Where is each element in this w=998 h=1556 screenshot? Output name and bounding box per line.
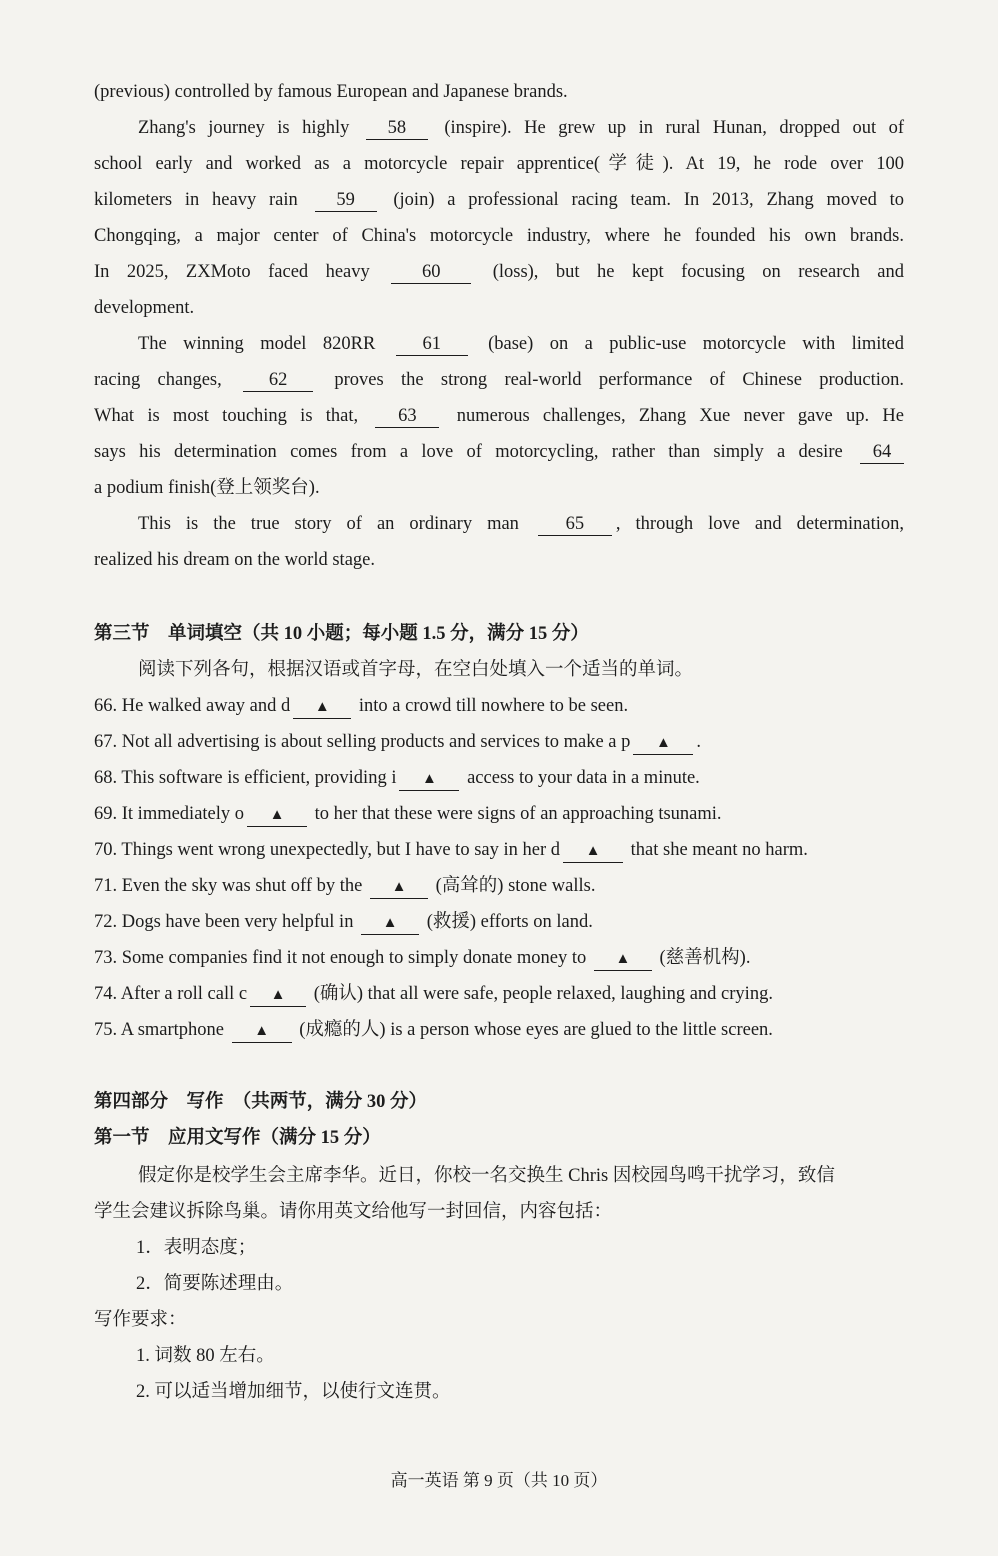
blank-64[interactable]: 64: [860, 441, 904, 464]
blank-59[interactable]: 59: [315, 189, 377, 212]
passage-line: development.: [94, 298, 195, 318]
answer-blank[interactable]: ▲: [293, 696, 351, 719]
question-71: 71. Even the sky was shut off by the ▲ (高耸的) stone walls.: [94, 868, 595, 904]
writing-prompt: 假定你是校学生会主席李华。近日，你校一名交换生 Chris 因校园鸟鸣干扰学习，致信: [138, 1166, 835, 1186]
answer-blank[interactable]: ▲: [361, 912, 419, 935]
question-69: 69. It immediately o ▲ to her that these were signs of an approaching tsunami.: [94, 796, 722, 832]
section-3-title: 第三节 单词填空（共 10 小题；每小题 1.5 分，满分 15 分）: [94, 624, 589, 644]
blank-60[interactable]: 60: [391, 261, 471, 284]
question-75: 75. A smartphone ▲ (成瘾的人) is a person whose eyes are glued to the little screen.: [94, 1012, 773, 1048]
content-item: 2．简要陈述理由。: [136, 1274, 294, 1294]
answer-blank[interactable]: ▲: [633, 732, 693, 755]
answer-blank[interactable]: ▲: [247, 804, 307, 827]
passage-line: Zhang's journey is highly 58 (inspire). He grew up in rural Hunan, dropped out of: [138, 118, 904, 138]
passage-line: (previous) controlled by famous European and Japanese brands.: [94, 82, 568, 102]
content-item: 1．表明态度；: [136, 1238, 257, 1258]
writing-prompt: 学生会建议拆除鸟巢。请你用英文给他写一封回信，内容包括：: [94, 1202, 613, 1222]
passage-line: realized his dream on the world stage.: [94, 550, 375, 570]
blank-58[interactable]: 58: [366, 117, 428, 140]
answer-blank[interactable]: ▲: [563, 840, 623, 863]
passage-line: In 2025, ZXMoto faced heavy 60 (loss), but he kept focusing on research and: [94, 262, 905, 282]
passage-line: The winning model 820RR 61 (base) on a public-use motorcycle with limited: [138, 334, 905, 354]
passage-line: racing changes, 62 proves the strong real-world performance of Chinese production.: [94, 370, 905, 390]
requirement-item: 2. 可以适当增加细节，以使行文连贯。: [136, 1382, 451, 1402]
blank-65[interactable]: 65: [538, 513, 612, 536]
passage-line: This is the true story of an ordinary man 65 , through love and determination,: [138, 514, 904, 534]
answer-blank[interactable]: ▲: [399, 768, 459, 791]
blank-63[interactable]: 63: [375, 405, 439, 428]
question-74: 74. After a roll call c ▲ (确认) that all were safe, people relaxed, laughing and crying.: [94, 976, 773, 1012]
question-68: 68. This software is efficient, providing i ▲ access to your data in a minute.: [94, 760, 700, 796]
passage-line: says his determination comes from a love of motorcycling, rather than simply a desire 64: [94, 434, 904, 470]
blank-62[interactable]: 62: [243, 369, 313, 392]
passage-line: Chongqing, a major center of China's motorcycle industry, where he founded his own brands.: [94, 226, 904, 246]
section-1-title: 第一节 应用文写作（满分 15 分）: [94, 1128, 381, 1148]
section-3-instruction: 阅读下列各句，根据汉语或首字母，在空白处填入一个适当的单词。: [138, 660, 694, 680]
page-footer: 高一英语 第 9 页（共 10 页）: [390, 1471, 608, 1490]
answer-blank[interactable]: ▲: [232, 1020, 292, 1043]
passage-line: a podium finish(登上领奖台).: [94, 478, 320, 498]
question-66: 66. He walked away and d ▲ into a crowd till nowhere to be seen.: [94, 688, 628, 724]
question-73: 73. Some companies find it not enough to simply donate money to ▲ (慈善机构).: [94, 940, 750, 976]
question-67: 67. Not all advertising is about selling products and services to make a p ▲ .: [94, 724, 701, 760]
answer-blank[interactable]: ▲: [594, 948, 652, 971]
question-72: 72. Dogs have been very helpful in ▲ (救援) efforts on land.: [94, 904, 593, 940]
part-4-title: 第四部分 写作 （共两节，满分 30 分）: [94, 1092, 428, 1112]
question-70: 70. Things went wrong unexpectedly, but I have to say in her d ▲ that she meant no harm.: [94, 832, 808, 868]
passage-line: school early and worked as a motorcycle repair apprentice(学徒). At 19, he rode over 100: [94, 154, 904, 174]
blank-61[interactable]: 61: [396, 333, 468, 356]
requirements-title: 写作要求：: [94, 1310, 187, 1330]
requirement-item: 1. 词数 80 左右。: [136, 1346, 275, 1366]
answer-blank[interactable]: ▲: [370, 876, 428, 899]
passage-line: kilometers in heavy rain 59 (join) a professional racing team. In 2013, Zhang moved to: [94, 190, 905, 210]
passage-line: What is most touching is that, 63 numerous challenges, Zhang Xue never gave up. He: [94, 406, 904, 426]
answer-blank[interactable]: ▲: [250, 984, 306, 1007]
